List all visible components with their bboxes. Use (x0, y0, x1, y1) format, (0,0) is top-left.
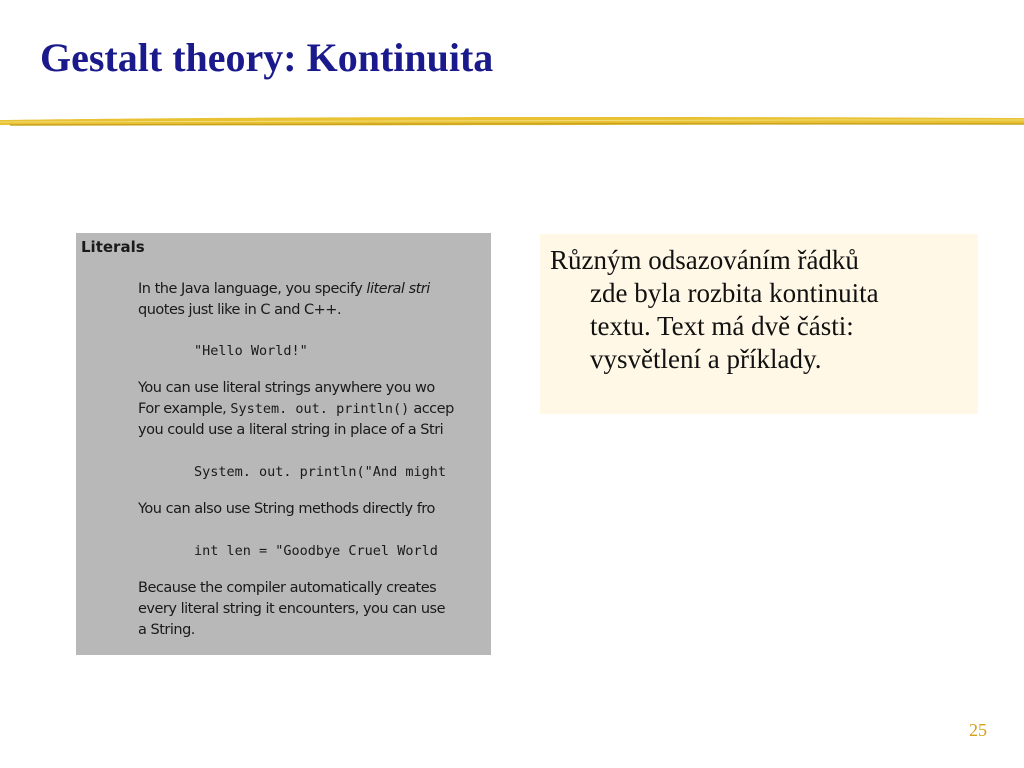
note-line: vysvětlení a příklady. (590, 344, 822, 374)
screenshot-text-line: For example, System. out. println() accep (138, 401, 454, 417)
page-number: 25 (969, 720, 987, 740)
title-divider-rule (0, 112, 1024, 134)
screenshot-heading: Literals (81, 238, 145, 256)
screenshot-text-line: You can also use String methods directly fro (138, 501, 435, 517)
screenshot-text-line: every literal string it encounters, you can use (138, 601, 446, 617)
screenshot-text-line: You can use literal strings anywhere you wo (138, 380, 435, 396)
screenshot-text-line: a String. (138, 622, 195, 638)
screenshot-text-line: you could use a literal string in place of a Stri (138, 422, 444, 438)
slide-title: Gestalt theory: Kontinuita (40, 35, 494, 80)
screenshot-code-line: "Hello World!" (194, 343, 308, 359)
note-line: textu. Text má dvě části: (590, 311, 854, 341)
note-line: zde byla rozbita kontinuita (590, 278, 879, 308)
screenshot-text-line: In the Java language, you specify literal stri (138, 281, 430, 297)
java-literals-screenshot (76, 233, 491, 655)
screenshot-text-line: quotes just like in C and C++. (138, 302, 342, 318)
note-line: Různým odsazováním řádků (550, 245, 859, 275)
screenshot-code-line: System. out. println("And might (194, 464, 446, 480)
screenshot-text-line: Because the compiler automatically creates (138, 580, 437, 596)
explanation-note-box (540, 234, 978, 414)
screenshot-code-line: int len = "Goodbye Cruel World (194, 543, 438, 559)
